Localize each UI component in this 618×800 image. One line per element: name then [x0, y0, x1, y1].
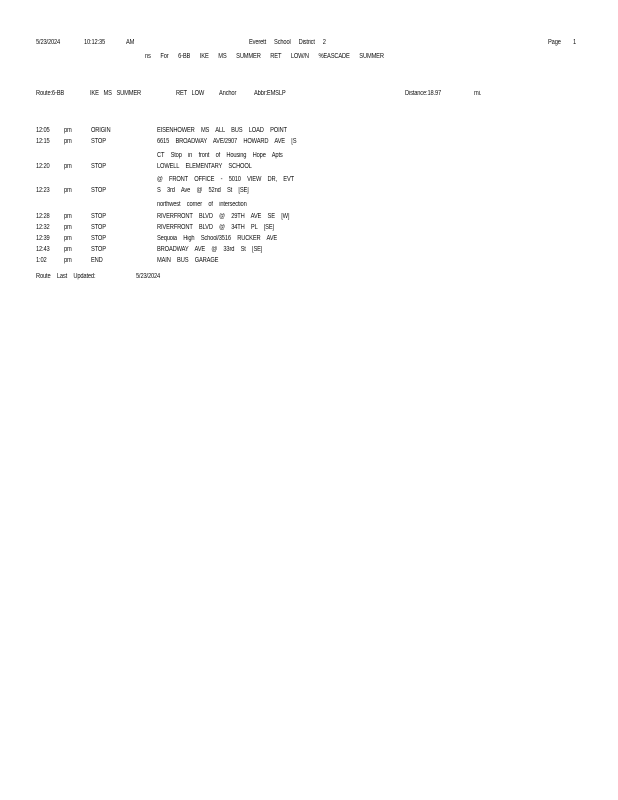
stop-description: northwest corner of intersection: [157, 201, 247, 208]
report-ampm: AM: [126, 39, 135, 46]
stop-type: STOP: [91, 224, 106, 231]
stop-description: LOWELL ELEMENTARY SCHOOL: [157, 163, 252, 170]
stop-ampm: pm: [64, 138, 72, 145]
stop-type: ORIGIN: [91, 127, 111, 134]
stop-description: MAIN BUS GARAGE: [157, 257, 219, 264]
report-subtitle: ns For 6-BB IKE MS SUMMER RET LOW/N %EASCADE SUMMER: [145, 53, 384, 60]
route-description: IKE MS SUMMER: [90, 90, 141, 97]
route-updated-label: Route Last Updated:: [36, 273, 96, 280]
stop-time: 12:20: [36, 163, 50, 170]
report-date: 5/23/2024: [36, 39, 61, 46]
stop-time: 12:43: [36, 246, 50, 253]
stop-type: STOP: [91, 235, 106, 242]
stop-ampm: pm: [64, 224, 72, 231]
route-updated-date: 5/23/2024: [136, 273, 161, 280]
stop-type: STOP: [91, 138, 106, 145]
stop-description: 6615 BROADWAY AVE/2907 HOWARD AVE [S: [157, 138, 297, 145]
stop-time: 12:39: [36, 235, 50, 242]
stop-time: 12:32: [36, 224, 50, 231]
stop-time: 12:28: [36, 213, 50, 220]
stop-ampm: pm: [64, 213, 72, 220]
stop-ampm: pm: [64, 187, 72, 194]
stop-ampm: pm: [64, 257, 72, 264]
stop-description: RIVERFRONT BLVD @ 34TH PL [SE]: [157, 224, 274, 231]
stop-ampm: pm: [64, 127, 72, 134]
stop-description: RIVERFRONT BLVD @ 29TH AVE SE [W]: [157, 213, 290, 220]
route-label: Route:6-BB: [36, 90, 65, 97]
stop-time: 12:23: [36, 187, 50, 194]
stop-type: STOP: [91, 213, 106, 220]
stop-time: 12:15: [36, 138, 50, 145]
stop-description: S 3rd Ave @ 52nd St [SE]: [157, 187, 249, 194]
page-label: Page: [548, 39, 561, 46]
route-ret: RET LOW: [176, 90, 205, 97]
route-distance: Distance:18.97: [405, 90, 442, 97]
stop-description: Sequoia High School/3516 RUCKER AVE: [157, 235, 278, 242]
stop-type: STOP: [91, 187, 106, 194]
stop-description: CT Stop in front of Housing Hope Apts: [157, 152, 283, 159]
route-anchor: Anchor: [219, 90, 237, 97]
district-name: Everett School District 2: [249, 39, 326, 46]
report-time: 10:12:35: [84, 39, 106, 46]
stop-ampm: pm: [64, 235, 72, 242]
route-abbr: Abbr:EMSLP: [254, 90, 286, 97]
stop-description: BROADWAY AVE @ 33rd St [SE]: [157, 246, 263, 253]
stop-type: END: [91, 257, 103, 264]
page-number: 1: [573, 39, 577, 46]
stop-ampm: pm: [64, 246, 72, 253]
stop-description: EISENHOWER MS ALL BUS LOAD POINT: [157, 127, 287, 134]
stop-ampm: pm: [64, 163, 72, 170]
stop-type: STOP: [91, 163, 106, 170]
stop-description: @ FRONT OFFICE - 5010 VIEW DR, EVT: [157, 176, 294, 183]
stop-time: 1:02: [36, 257, 47, 264]
stop-type: STOP: [91, 246, 106, 253]
distance-unit: mi.: [474, 90, 482, 97]
stop-time: 12:05: [36, 127, 50, 134]
